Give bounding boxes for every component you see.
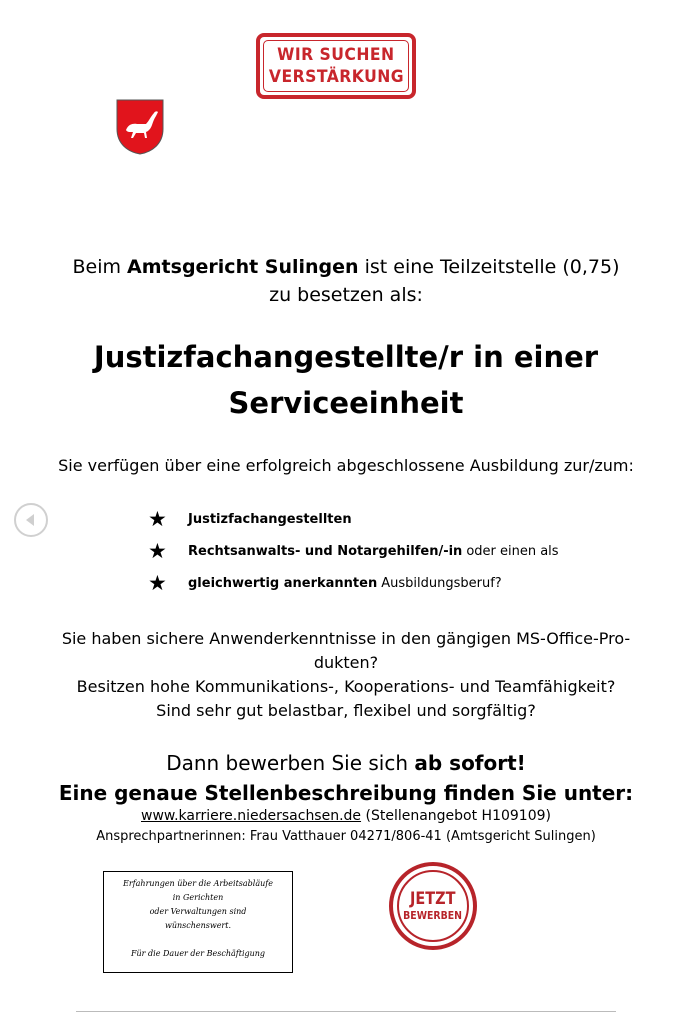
court-name: Amtsgericht Sulingen [127,256,359,278]
list-item-bold: gleichwertig anerkannten [188,575,378,591]
intro-line-1 [60,253,632,281]
note-line: wünschenswert. [164,921,232,930]
description-heading: Eine genaue Stellenbeschreibung finden Sie unter: [58,781,634,805]
contact-info: Ansprechpartnerinnen: Frau Vatthauer 04271/806-41 (Amtsgericht Sulingen) [96,829,596,844]
list-item-bold: Justizfachangestellten [188,511,352,527]
intro-text [60,253,632,309]
list-item [148,567,608,599]
intro-line-2: zu besetzen als: [269,284,423,306]
stamp-jetzt: JETZT [410,889,456,909]
requirement-line: Besitzen hohe Kommunikations-, Kooperations- und Teamfähigkeit? [76,677,616,696]
requirements-text [40,627,652,723]
job-title-line-2: Serviceeinheit [228,386,464,420]
previous-arrow-icon[interactable] [14,503,48,537]
requirement-line: Sie haben sichere Anwenderkenntnisse in den gängigen MS-Office-Pro- [61,629,631,648]
coat-of-arms-icon [116,99,164,155]
note-line: Für die Dauer der Beschäftigung [130,949,266,958]
page-divider [76,1011,616,1012]
list-item [148,535,608,567]
stamp-inner [397,870,469,942]
apply-bold: ab sofort! [414,751,526,775]
intro-prefix: Beim [72,256,128,278]
stamp-bewerben: BEWERBEN [403,909,463,922]
note-box [103,871,293,973]
intro-suffix: ist eine Teilzeitstelle (0,75) [358,256,620,278]
qualification-list [148,503,608,599]
list-item-rest: Ausbildungsberuf? [381,575,502,591]
list-item [148,503,608,535]
note-line: Erfahrungen über die Arbeitsabläufe [123,879,273,888]
career-link[interactable]: www.karriere.niedersachsen.de [141,808,362,824]
requirement-line: Sind sehr gut belastbar, flexibel und sorgfältig? [156,701,536,720]
job-title [50,334,642,426]
stamp-line-2: VERSTÄRKUNG [268,67,404,87]
career-link-line [40,806,652,826]
apply-prefix: Dann bewerben Sie sich [166,751,415,775]
list-item-rest: oder einen als [466,543,559,559]
job-reference: (Stellenangebot H109109) [361,808,551,824]
note-line: oder Verwaltungen sind [149,907,247,916]
note-line: in Gerichten [172,893,224,902]
qualification-lead: Sie verfügen über eine erfolgreich abgeschlossene Ausbildung zur/zum: [58,456,634,475]
list-item-bold: Rechtsanwalts- und Notargehilfen/-in [188,543,463,559]
apply-text [40,750,652,776]
note-gap [110,933,286,947]
stamp-wir-suchen [256,33,416,99]
requirement-line: dukten? [313,653,379,672]
stamp-jetzt-bewerben [389,862,477,950]
job-title-line-1: Justizfachangestellte/r in einer [93,340,599,374]
star-icon: ★ [148,539,167,563]
star-icon: ★ [148,507,167,531]
star-icon: ★ [148,571,167,595]
stamp-line-1: WIR SUCHEN [277,45,395,65]
